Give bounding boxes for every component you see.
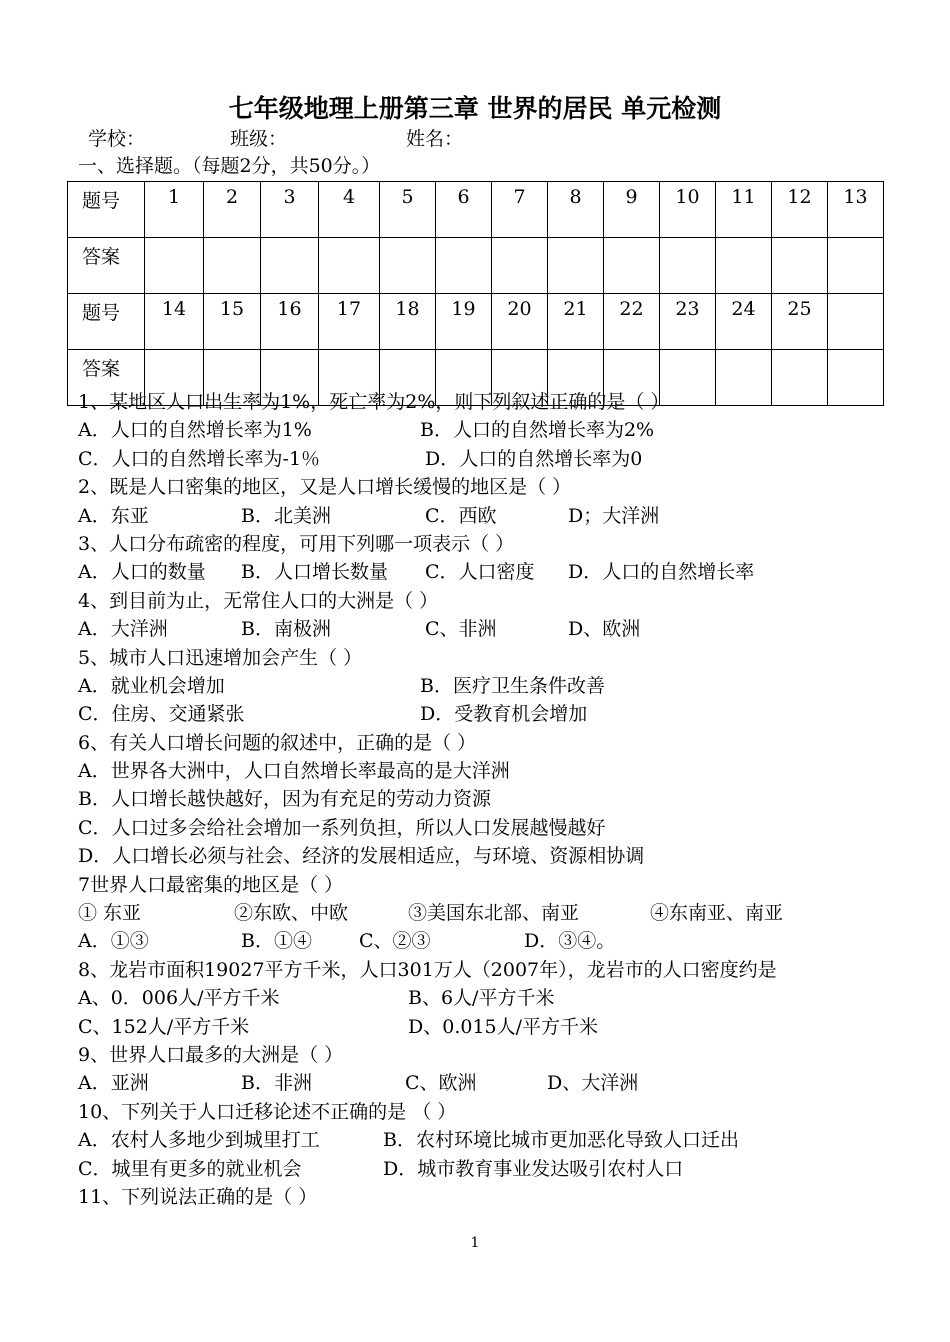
question-number-cell: 8: [548, 182, 604, 238]
answer-option: C．人口密度: [425, 561, 535, 584]
answer-cell[interactable]: [716, 238, 772, 294]
question-number-cell: 11: [716, 182, 772, 238]
answer-option: B．人口的自然增长率为2%: [420, 419, 655, 442]
answer-cell[interactable]: [204, 238, 261, 294]
answer-cell[interactable]: [828, 238, 884, 294]
answer-option: B．南极洲: [241, 618, 331, 641]
question-number-label: 题号: [68, 182, 145, 238]
option-row: [78, 1155, 908, 1183]
answer-option: A．大洋洲: [78, 618, 168, 641]
question-number-cell: 4: [319, 182, 380, 238]
answer-option: D．人口的自然增长率为0: [425, 447, 643, 470]
answer-option: B、6人/平方千米: [408, 987, 555, 1010]
answer-cell[interactable]: [380, 238, 436, 294]
question-stem: 4、到目前为止，无常住人口的大洲是（ ）: [78, 589, 439, 612]
answer-cell[interactable]: [492, 238, 548, 294]
option-row: [78, 672, 908, 700]
answer-option: A、0．006人/平方千米: [78, 987, 280, 1010]
option-row: [78, 785, 908, 813]
answer-option: A．农村人多地少到城里打工: [78, 1129, 320, 1152]
answer-option: D．③④。: [524, 930, 616, 953]
question-number-cell: 19: [436, 294, 492, 350]
answer-cell[interactable]: [772, 238, 828, 294]
answer-label: 答案: [68, 350, 145, 406]
answer-grid: [67, 181, 884, 406]
question-stem: 7世界人口最密集的地区是（ ）: [78, 873, 344, 896]
answer-option: A．人口的自然增长率为1%: [78, 419, 312, 442]
answer-cell[interactable]: [145, 238, 204, 294]
question-number-cell: 5: [380, 182, 436, 238]
question-number-cell: 14: [145, 294, 204, 350]
answer-option: C．住房、交通紧张: [78, 703, 245, 726]
question-number-cell: 6: [436, 182, 492, 238]
option-row: [78, 927, 908, 955]
option-row: [78, 842, 908, 870]
option-row: [78, 558, 908, 586]
question-number-cell: [828, 294, 884, 350]
answer-option: C．人口的自然增长率为-1％: [78, 447, 321, 470]
answer-option: C、②③: [359, 930, 431, 953]
answer-option: A．世界各大洲中，人口自然增长率最高的是大洋洲: [78, 760, 510, 783]
answer-option: ① 东亚: [78, 902, 142, 925]
answer-option: C．城里有更多的就业机会: [78, 1157, 302, 1180]
answer-label: 答案: [68, 238, 145, 294]
answer-option: A．东亚: [78, 504, 149, 527]
answer-option: D．城市教育事业发达吸引农村人口: [383, 1157, 684, 1180]
answer-cell[interactable]: [436, 238, 492, 294]
option-row: [78, 1013, 908, 1041]
question-number-cell: 16: [261, 294, 319, 350]
answer-cell[interactable]: [660, 238, 716, 294]
answer-option: D．受教育机会增加: [420, 703, 588, 726]
answer-option: A．亚洲: [78, 1072, 149, 1095]
school-label: 学校：: [88, 128, 146, 150]
question-stem: 9、世界人口最多的大洲是（ ）: [78, 1043, 344, 1066]
option-row: [78, 984, 908, 1012]
answer-option: C、非洲: [425, 618, 497, 641]
option-row: [78, 445, 908, 473]
option-row: [78, 700, 908, 728]
option-row: [78, 814, 908, 842]
answer-option: B．农村环境比城市更加恶化导致人口迁出: [383, 1129, 739, 1152]
question-stem: 2、既是人口密集的地区，又是人口增长缓慢的地区是（ ）: [78, 476, 572, 499]
question-number-cell: 22: [604, 294, 660, 350]
option-row: [78, 416, 908, 444]
question-stem: 1、某地区人口出生率为1%，死亡率为2%，则下列叙述正确的是（ ）: [78, 391, 670, 413]
question-number-cell: 25: [772, 294, 828, 350]
name-label: 姓名：: [406, 128, 464, 150]
question-number-cell: 12: [772, 182, 828, 238]
answer-option: B．医疗卫生条件改善: [420, 674, 605, 697]
question-number-cell: 13: [828, 182, 884, 238]
answer-option: ④东南亚、南亚: [650, 902, 784, 925]
grid-number-row: [68, 294, 884, 350]
question-number-cell: 23: [660, 294, 716, 350]
answer-option: A．就业机会增加: [78, 674, 225, 697]
grid-number-row: [68, 182, 884, 238]
question-number-label: 题号: [68, 294, 145, 350]
option-row: [78, 757, 908, 785]
question-stem: 8、龙岩市面积19027平方千米，人口301万人（2007年），龙岩市的人口密度约是: [78, 958, 777, 981]
question-stem: 11、下列说法正确的是（ ）: [78, 1185, 318, 1208]
question-number-cell: 9: [604, 182, 660, 238]
answer-option: A．人口的数量: [78, 561, 206, 584]
question-stem: 3、人口分布疏密的程度，可用下列哪一项表示（ ）: [78, 532, 515, 555]
answer-option: B．①④: [241, 930, 312, 953]
answer-option: D．人口增长必须与社会、经济的发展相适应，与环境、资源相协调: [78, 845, 645, 868]
question-number-cell: 15: [204, 294, 261, 350]
answer-option: C．人口过多会给社会增加一系列负担，所以人口发展越慢越好: [78, 816, 606, 839]
answer-option: D、大洋洲: [547, 1072, 639, 1095]
question-number-cell: 21: [548, 294, 604, 350]
question-number-cell: 20: [492, 294, 548, 350]
question-stem: 5、城市人口迅速增加会产生（ ）: [78, 646, 363, 669]
answer-option: B．人口增长越快越好，因为有充足的劳动力资源: [78, 788, 491, 811]
option-row: [78, 1126, 908, 1154]
answer-option: D、欧洲: [568, 618, 641, 641]
page-number: 1: [470, 1235, 480, 1251]
answer-option: D；大洋洲: [568, 504, 660, 527]
answer-option: ②东欧、中欧: [234, 902, 349, 925]
question-number-cell: 24: [716, 294, 772, 350]
question-number-cell: 7: [492, 182, 548, 238]
answer-cell[interactable]: [319, 238, 380, 294]
question-list: [78, 388, 908, 1211]
option-row: [78, 899, 908, 927]
question-number-cell: 3: [261, 182, 319, 238]
question-number-cell: 2: [204, 182, 261, 238]
question-stem: 6、有关人口增长问题的叙述中，正确的是（ ）: [78, 731, 477, 754]
answer-option: C、欧洲: [405, 1072, 477, 1095]
answer-option: D．人口的自然增长率: [568, 561, 755, 584]
answer-cell[interactable]: [604, 238, 660, 294]
answer-option: D、0.015人/平方千米: [408, 1015, 599, 1038]
page-title: 七年级地理上册第三章 世界的居民 单元检测: [228, 94, 722, 123]
question-number-cell: 1: [145, 182, 204, 238]
question-number-cell: 10: [660, 182, 716, 238]
answer-option: B．人口增长数量: [241, 561, 388, 584]
answer-cell[interactable]: [261, 238, 319, 294]
option-row: [78, 502, 908, 530]
answer-option: A．①③: [78, 930, 149, 953]
answer-option: ③美国东北部、南亚: [408, 902, 580, 925]
question-number-cell: 17: [319, 294, 380, 350]
option-row: [78, 1069, 908, 1097]
section-heading: 一、选择题。（每题2分，共50分。）: [78, 155, 381, 177]
option-row: [78, 615, 908, 643]
answer-option: C．西欧: [425, 504, 497, 527]
question-stem: 10、下列关于人口迁移论述不正确的是 （ ）: [78, 1100, 457, 1123]
answer-cell[interactable]: [548, 238, 604, 294]
class-label: 班级：: [230, 128, 288, 150]
grid-answer-row: [68, 238, 884, 294]
answer-option: B．北美洲: [241, 504, 331, 527]
answer-option: B．非洲: [241, 1072, 312, 1095]
answer-option: C、152人/平方千米: [78, 1015, 250, 1038]
question-number-cell: 18: [380, 294, 436, 350]
